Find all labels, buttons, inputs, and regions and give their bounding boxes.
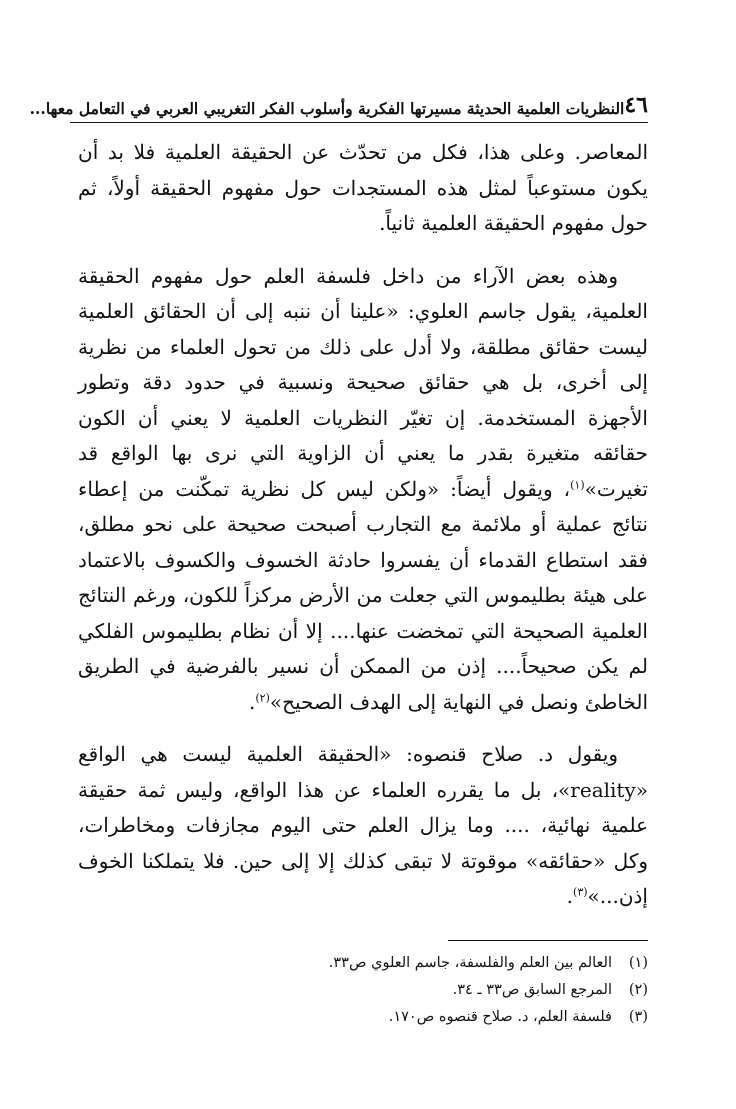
- paragraph-3: [78, 737, 648, 915]
- footnote-item: [78, 950, 648, 977]
- footnote-item: [78, 1004, 648, 1031]
- footnote-number: (٢): [628, 982, 648, 998]
- footnote-divider: [448, 940, 648, 941]
- footnote-text: العالم بين العلم والفلسفة، جاسم العلوي ص٣٣.: [328, 955, 612, 971]
- paragraph-2-end: .: [249, 689, 256, 714]
- paragraph-2: [78, 259, 648, 721]
- footnote-ref-2[interactable]: (٢): [255, 690, 270, 704]
- running-title: النظريات العلمية الحديثة مسيرتها الفكرية وأسلوب الفكر التغريبي العربي في التعامل معها...: [29, 99, 625, 118]
- footnote-number: (١): [628, 955, 648, 971]
- paragraph-1: المعاصر. وعلى هذا، فكل من تحدّث عن الحقيقة العلمية فلا بد أن يكون مستوعباً لمثل هذه المستجدات حول مفهوم الحقيقة أولاً، ثم حول مفهوم الحقيقة العلمية ثانياً.: [78, 140, 648, 235]
- footnote-ref-3[interactable]: (٣): [573, 885, 588, 899]
- paragraph-2-part-1: وهذه بعض الآراء من داخل فلسفة العلم حول مفهوم الحقيقة العلمية، يقول جاسم العلوي: «علينا أن ننبه إلى أن الحقائق العلمية ليست حقائق مطلقة، ولا أدل على ذلك من تحول العلماء من نظرية إلى أخرى، بل هي حقائق صحيحة ونسبية في حدود دقة وتطور الأجهزة المستخدمة. إن تغيّر النظريات العلمية لا يعني أن الكون حقائقه متغيرة بقدر ما يعني أن الزاوية التي نرى بها الواقع قد تغيرت»: [78, 263, 648, 501]
- paragraph-2-part-2: ، ويقول أيضاً: «ولكن ليس كل نظرية تمكّنت من إعطاء نتائج عملية أو ملائمة مع التجارب أصبحت صحيحة على نحو مطلق، فقد استطاع القدماء أن يفسروا حادثة الخسوف والكسوف بالاعتماد على هيئة بطليموس التي جعلت من الأرض مركزاً للكون، ورغم النتائج العلمية الصحيحة التي تمخضت عنها.... إلا أن نظام بطليموس الفلكي لم يكن صحيحاً.... إذن من الممكن أن نسير بالفرضية في الطريق الخاطئ ونصل في النهاية إلى الهدف الصحيح»: [78, 476, 648, 714]
- page-header: [29, 84, 648, 123]
- body-text: [78, 135, 648, 932]
- page-number: ٤٦: [624, 92, 648, 118]
- footnote-text: المرجع السابق ص٣٣ ـ ٣٤.: [452, 982, 612, 998]
- footnote-item: [78, 977, 648, 1004]
- footnote-ref-1[interactable]: (١): [570, 477, 585, 491]
- footnote-number: (٣): [628, 1009, 648, 1025]
- footnote-text: فلسفة العلم، د. صلاح قنصوه ص١٧٠.: [388, 1009, 612, 1025]
- paragraph-3-text: ويقول د. صلاح قنصوه: «الحقيقة العلمية ليست هي الواقع «reality»، بل ما يقرره العلماء عن هذا الواقع، وليس ثمة حقيقة علمية نهائية، .... وما يزال العلم حتى اليوم مجازفات ومخاطرات، وكل «حقائقه» موقوتة لا تبقى كذلك إلا إلى حين. فلا يتملكنا الخوف إذن...»: [78, 742, 648, 908]
- paragraph-3-end: .: [566, 884, 574, 908]
- footnotes: [78, 950, 648, 1031]
